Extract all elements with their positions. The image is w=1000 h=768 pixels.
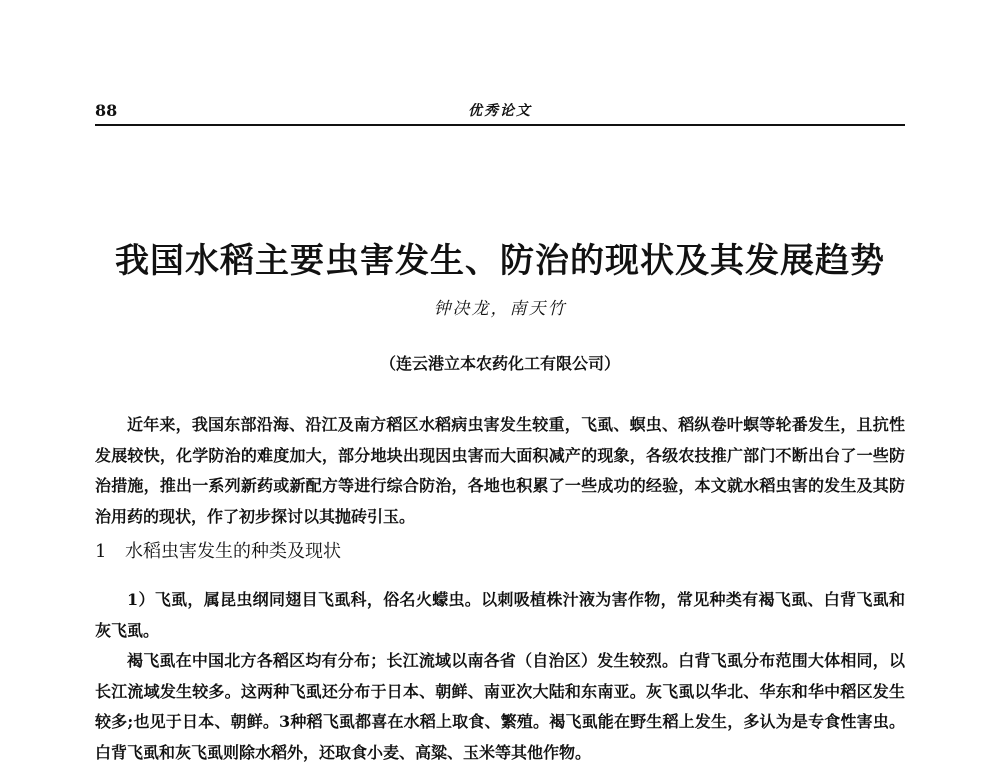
article-affiliation: （连云港立本农药化工有限公司） <box>379 354 620 373</box>
article-authors: 钟决龙，南天竹 <box>433 299 567 319</box>
running-head: 优秀论文 <box>468 103 532 119</box>
article-title: 我国水稻主要虫害发生、防治的现状及其发展趋势 <box>115 240 885 281</box>
section-paragraph-2: 褐飞虱在中国北方各稻区均有分布；长江流域以南各省（自治区）发生较烈。白背飞虱分布范围大体相同，以长江流域发生较多。这两种飞虱还分布于日本、朝鲜、南亚次大陆和东南亚。灰飞虱以华北、华东和华中稻区发生较多;也见于日本、朝鲜。3种稻飞虱都喜在水稻上取食、繁殖。褐飞虱能在野生稻上发生，多认为是专食性害虫。白背飞虱和灰飞虱则除水稻外，还取食小麦、高粱、玉米等其他作物。 <box>95 651 905 762</box>
section-paragraph-1: 1）飞虱，属昆虫纲同翅目飞虱科，俗名火蠓虫。以刺吸植株汁液为害作物，常见种类有褐飞虱、白背飞虱和灰飞虱。 <box>95 590 905 640</box>
intro-paragraph: 近年来，我国东部沿海、沿江及南方稻区水稻病虫害发生较重，飞虱、螟虫、稻纵卷叶螟等轮番发生，且抗性发展较快，化学防治的难度加大，部分地块出现因虫害而大面积减产的现象，各级农技推广部门不断出台了一些防治措施，推出一系列新药或新配方等进行综合防治，各地也积累了一些成功的经验，本文就水稻虫害的发生及其防治用药的现状，作了初步探讨以其抛砖引玉。 <box>95 415 905 526</box>
section-number: 1 <box>95 541 107 562</box>
section-title: 水稻虫害发生的种类及现状 <box>125 541 341 562</box>
page-number: 88 <box>95 101 118 120</box>
page-header <box>95 100 905 126</box>
section-heading <box>95 537 905 567</box>
